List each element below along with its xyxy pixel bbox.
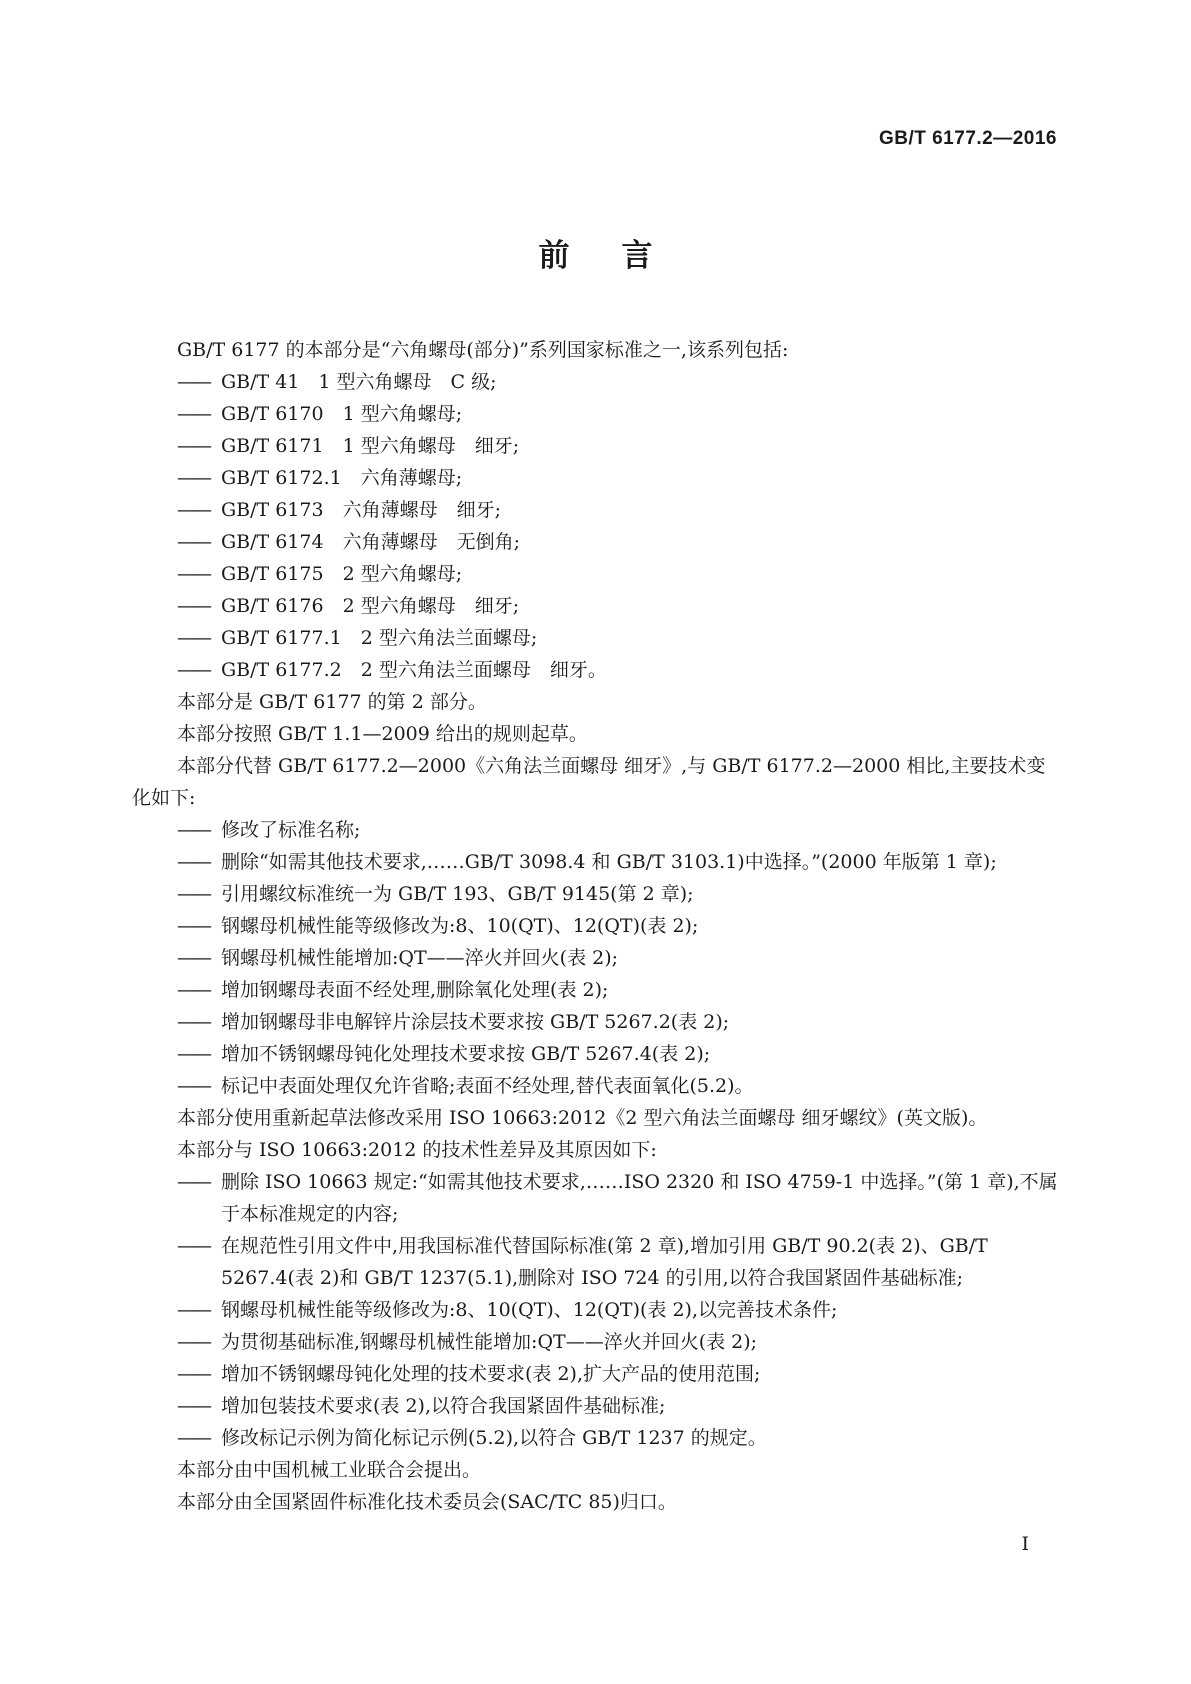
list-item: —— 为贯彻基础标准,钢螺母机械性能增加:QT——淬火并回火(表 2);: [177, 1331, 758, 1353]
page-number: I: [1021, 1533, 1029, 1555]
list-item: —— 钢螺母机械性能等级修改为:8、10(QT)、12(QT)(表 2);: [177, 915, 699, 937]
paragraph-intro: GB/T 6177 的本部分是“六角螺母(部分)”系列国家标准之一,该系列包括:: [177, 339, 789, 361]
list-item: —— 删除 ISO 10663 规定:“如需其他技术要求,……ISO 2320 和 ISO 4759-1 中选择。”(第 1 章),不属于本标准规定的内容;: [177, 1171, 1058, 1225]
document-body: [132, 334, 1060, 1518]
list-item: —— GB/T 6177.2 2 型六角法兰面螺母 细牙。: [177, 659, 607, 681]
list-item: —— 增加钢螺母非电解锌片涂层技术要求按 GB/T 5267.2(表 2);: [177, 1011, 730, 1033]
paragraph-differences: 本部分与 ISO 10663:2012 的技术性差异及其原因如下:: [177, 1139, 657, 1161]
list-item: —— 修改了标准名称;: [177, 819, 361, 841]
list-item: —— GB/T 6172.1 六角薄螺母;: [177, 467, 463, 489]
list-item: —— GB/T 6175 2 型六角螺母;: [177, 563, 463, 585]
list-item: —— GB/T 6170 1 型六角螺母;: [177, 403, 463, 425]
paragraph-drafting: 本部分按照 GB/T 1.1—2009 给出的规则起草。: [177, 723, 588, 745]
differences-list: [132, 1166, 1060, 1454]
list-item: —— GB/T 6176 2 型六角螺母 细牙;: [177, 595, 520, 617]
changes-list: [132, 814, 1060, 1102]
list-item: —— 引用螺纹标准统一为 GB/T 193、GB/T 9145(第 2 章);: [177, 883, 694, 905]
series-list: [132, 366, 1060, 686]
list-item: —— 增加包装技术要求(表 2),以符合我国紧固件基础标准;: [177, 1395, 666, 1417]
list-item: —— 标记中表面处理仅允许省略;表面不经处理,替代表面氧化(5.2)。: [177, 1075, 754, 1097]
list-item: —— GB/T 6174 六角薄螺母 无倒角;: [177, 531, 521, 553]
list-item: —— 增加不锈钢螺母钝化处理技术要求按 GB/T 5267.4(表 2);: [177, 1043, 711, 1065]
standard-code: GB/T 6177.2—2016: [878, 128, 1057, 149]
list-item: —— GB/T 6171 1 型六角螺母 细牙;: [177, 435, 520, 457]
paragraph-part-of: 本部分是 GB/T 6177 的第 2 部分。: [177, 691, 487, 713]
paragraph-replaces: 本部分代替 GB/T 6177.2—2000《六角法兰面螺母 细牙》,与 GB/T 6177.2—2000 相比,主要技术变化如下:: [132, 755, 1046, 809]
list-item: —— 钢螺母机械性能增加:QT——淬火并回火(表 2);: [177, 947, 619, 969]
list-item: —— GB/T 6177.1 2 型六角法兰面螺母;: [177, 627, 538, 649]
list-item: —— GB/T 6173 六角薄螺母 细牙;: [177, 499, 502, 521]
list-item: —— 在规范性引用文件中,用我国标准代替国际标准(第 2 章),增加引用 GB/T 90.2(表 2)、GB/T 5267.4(表 2)和 GB/T 1237(5.1),删除对 ISO 724 的引用,以符合我国紧固件基础标准;: [177, 1235, 988, 1289]
list-item: —— 钢螺母机械性能等级修改为:8、10(QT)、12(QT)(表 2),以完善技术条件;: [177, 1299, 838, 1321]
page-title: 前言: [538, 238, 705, 274]
paragraph-centralized-by: 本部分由全国紧固件标准化技术委员会(SAC/TC 85)归口。: [177, 1491, 677, 1513]
list-item: —— 增加钢螺母表面不经处理,删除氧化处理(表 2);: [177, 979, 609, 1001]
list-item: —— 删除“如需其他技术要求,……GB/T 3098.4 和 GB/T 3103.1)中选择。”(2000 年版第 1 章);: [177, 851, 997, 873]
paragraph-proposed-by: 本部分由中国机械工业联合会提出。: [177, 1459, 482, 1481]
list-item: —— 增加不锈钢螺母钝化处理的技术要求(表 2),扩大产品的使用范围;: [177, 1363, 761, 1385]
paragraph-adoption: 本部分使用重新起草法修改采用 ISO 10663:2012《2 型六角法兰面螺母 细牙螺纹》(英文版)。: [177, 1107, 988, 1129]
list-item: —— GB/T 41 1 型六角螺母 C 级;: [177, 371, 497, 393]
list-item: —— 修改标记示例为简化标记示例(5.2),以符合 GB/T 1237 的规定。: [177, 1427, 767, 1449]
